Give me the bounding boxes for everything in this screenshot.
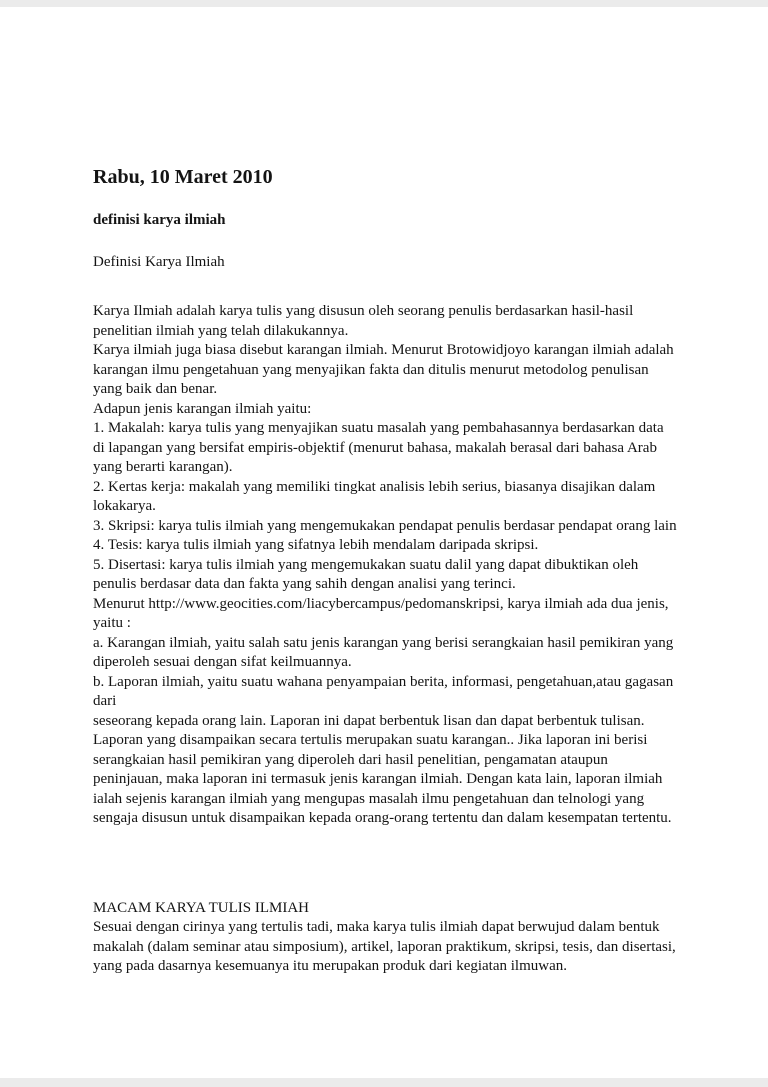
body-line: 5. Disertasi: karya tulis ilmiah yang mengemukakan suatu dalil yang dapat dibuktikan oleh penulis berdasar data dan fakta yang sahih dengan analisi yang terinci. bbox=[93, 556, 639, 592]
body-line: b. Laporan ilmiah, yaitu suatu wahana penyampaian berita, informasi, pengetahuan,atau gagasan dari bbox=[93, 673, 674, 709]
body-line: Karya Ilmiah adalah karya tulis yang disusun oleh seorang penulis berdasarkan hasil-hasil penelitian ilmiah yang telah dilakukannya. bbox=[93, 303, 634, 339]
post-subtitle: definisi karya ilmiah bbox=[93, 212, 226, 228]
body-line: 1. Makalah: karya tulis yang menyajikan suatu masalah yang pembahasannya berdasarkan data di lapangan yang bersifat empiris-objektif (menurut bahasa, makalah berasal dari bahasa Arab yang berarti karangan). bbox=[93, 420, 664, 475]
section-macam-heading: MACAM KARYA TULIS ILMIAH bbox=[93, 899, 309, 916]
section-heading: Definisi Karya Ilmiah bbox=[93, 254, 225, 270]
page-edge-bottom bbox=[0, 1078, 768, 1087]
section-macam bbox=[93, 899, 678, 977]
body-line: 3. Skripsi: karya tulis ilmiah yang mengemukakan pendapat penulis berdasar pendapat orang lain bbox=[93, 517, 677, 534]
body-line: Adapun jenis karangan ilmiah yaitu: bbox=[93, 400, 312, 417]
body-line: Karya ilmiah juga biasa disebut karangan ilmiah. Menurut Brotowidjoyo karangan ilmiah adalah karangan ilmu pengetahuan yang menyajikan fakta dan ditulis menurut metodolog penulisan yang baik dan benar. bbox=[93, 342, 674, 397]
document-content bbox=[93, 0, 678, 977]
body-line: 4. Tesis: karya tulis ilmiah yang sifatnya lebih mendalam daripada skripsi. bbox=[93, 537, 539, 553]
body-line: Menurut http://www.geocities.com/liacybercampus/pedomanskripsi, karya ilmiah ada dua jenis, yaitu : bbox=[93, 595, 669, 631]
body-line: seseorang kepada orang lain. Laporan ini dapat berbentuk lisan dan dapat berbentuk tulisan. Laporan yang disampaikan secara tertulis merupakan suatu karangan.. Jika laporan ini berisi serangkaian hasil pemikiran yang diperoleh dari hasil penelitian, pengamatan ataupun peninjauan, maka laporan ini termasuk jenis karangan ilmiah. Dengan kata lain, laporan ilmiah ialah sejenis karangan ilmiah yang mengupas masalah ilmu pengetahuan dan telnologi yang sengaja disusun untuk disampaikan kepada orang-orang tertentu dan dalam kesempatan tertentu. bbox=[93, 712, 672, 826]
body-line: diperoleh sesuai dengan sifat keilmuannya. bbox=[93, 654, 352, 670]
body-line: a. Karangan ilmiah, yaitu salah satu jenis karangan yang berisi serangkaian hasil pemikiran yang bbox=[93, 634, 674, 651]
body-line: 2. Kertas kerja: makalah yang memiliki tingkat analisis lebih serius, biasanya disajikan dalam lokakarya. bbox=[93, 478, 656, 514]
section-macam-text: Sesuai dengan cirinya yang tertulis tadi, maka karya tulis ilmiah dapat berwujud dalam bentuk makalah (dalam seminar atau simposium), artikel, laporan praktikum, skripsi, tesis, dan disertasi, yang pada dasarnya kesemuanya itu merupakan produk dari kegiatan ilmuwan. bbox=[93, 919, 676, 974]
body-text bbox=[93, 302, 678, 829]
page-title: Rabu, 10 Maret 2010 bbox=[93, 166, 273, 188]
